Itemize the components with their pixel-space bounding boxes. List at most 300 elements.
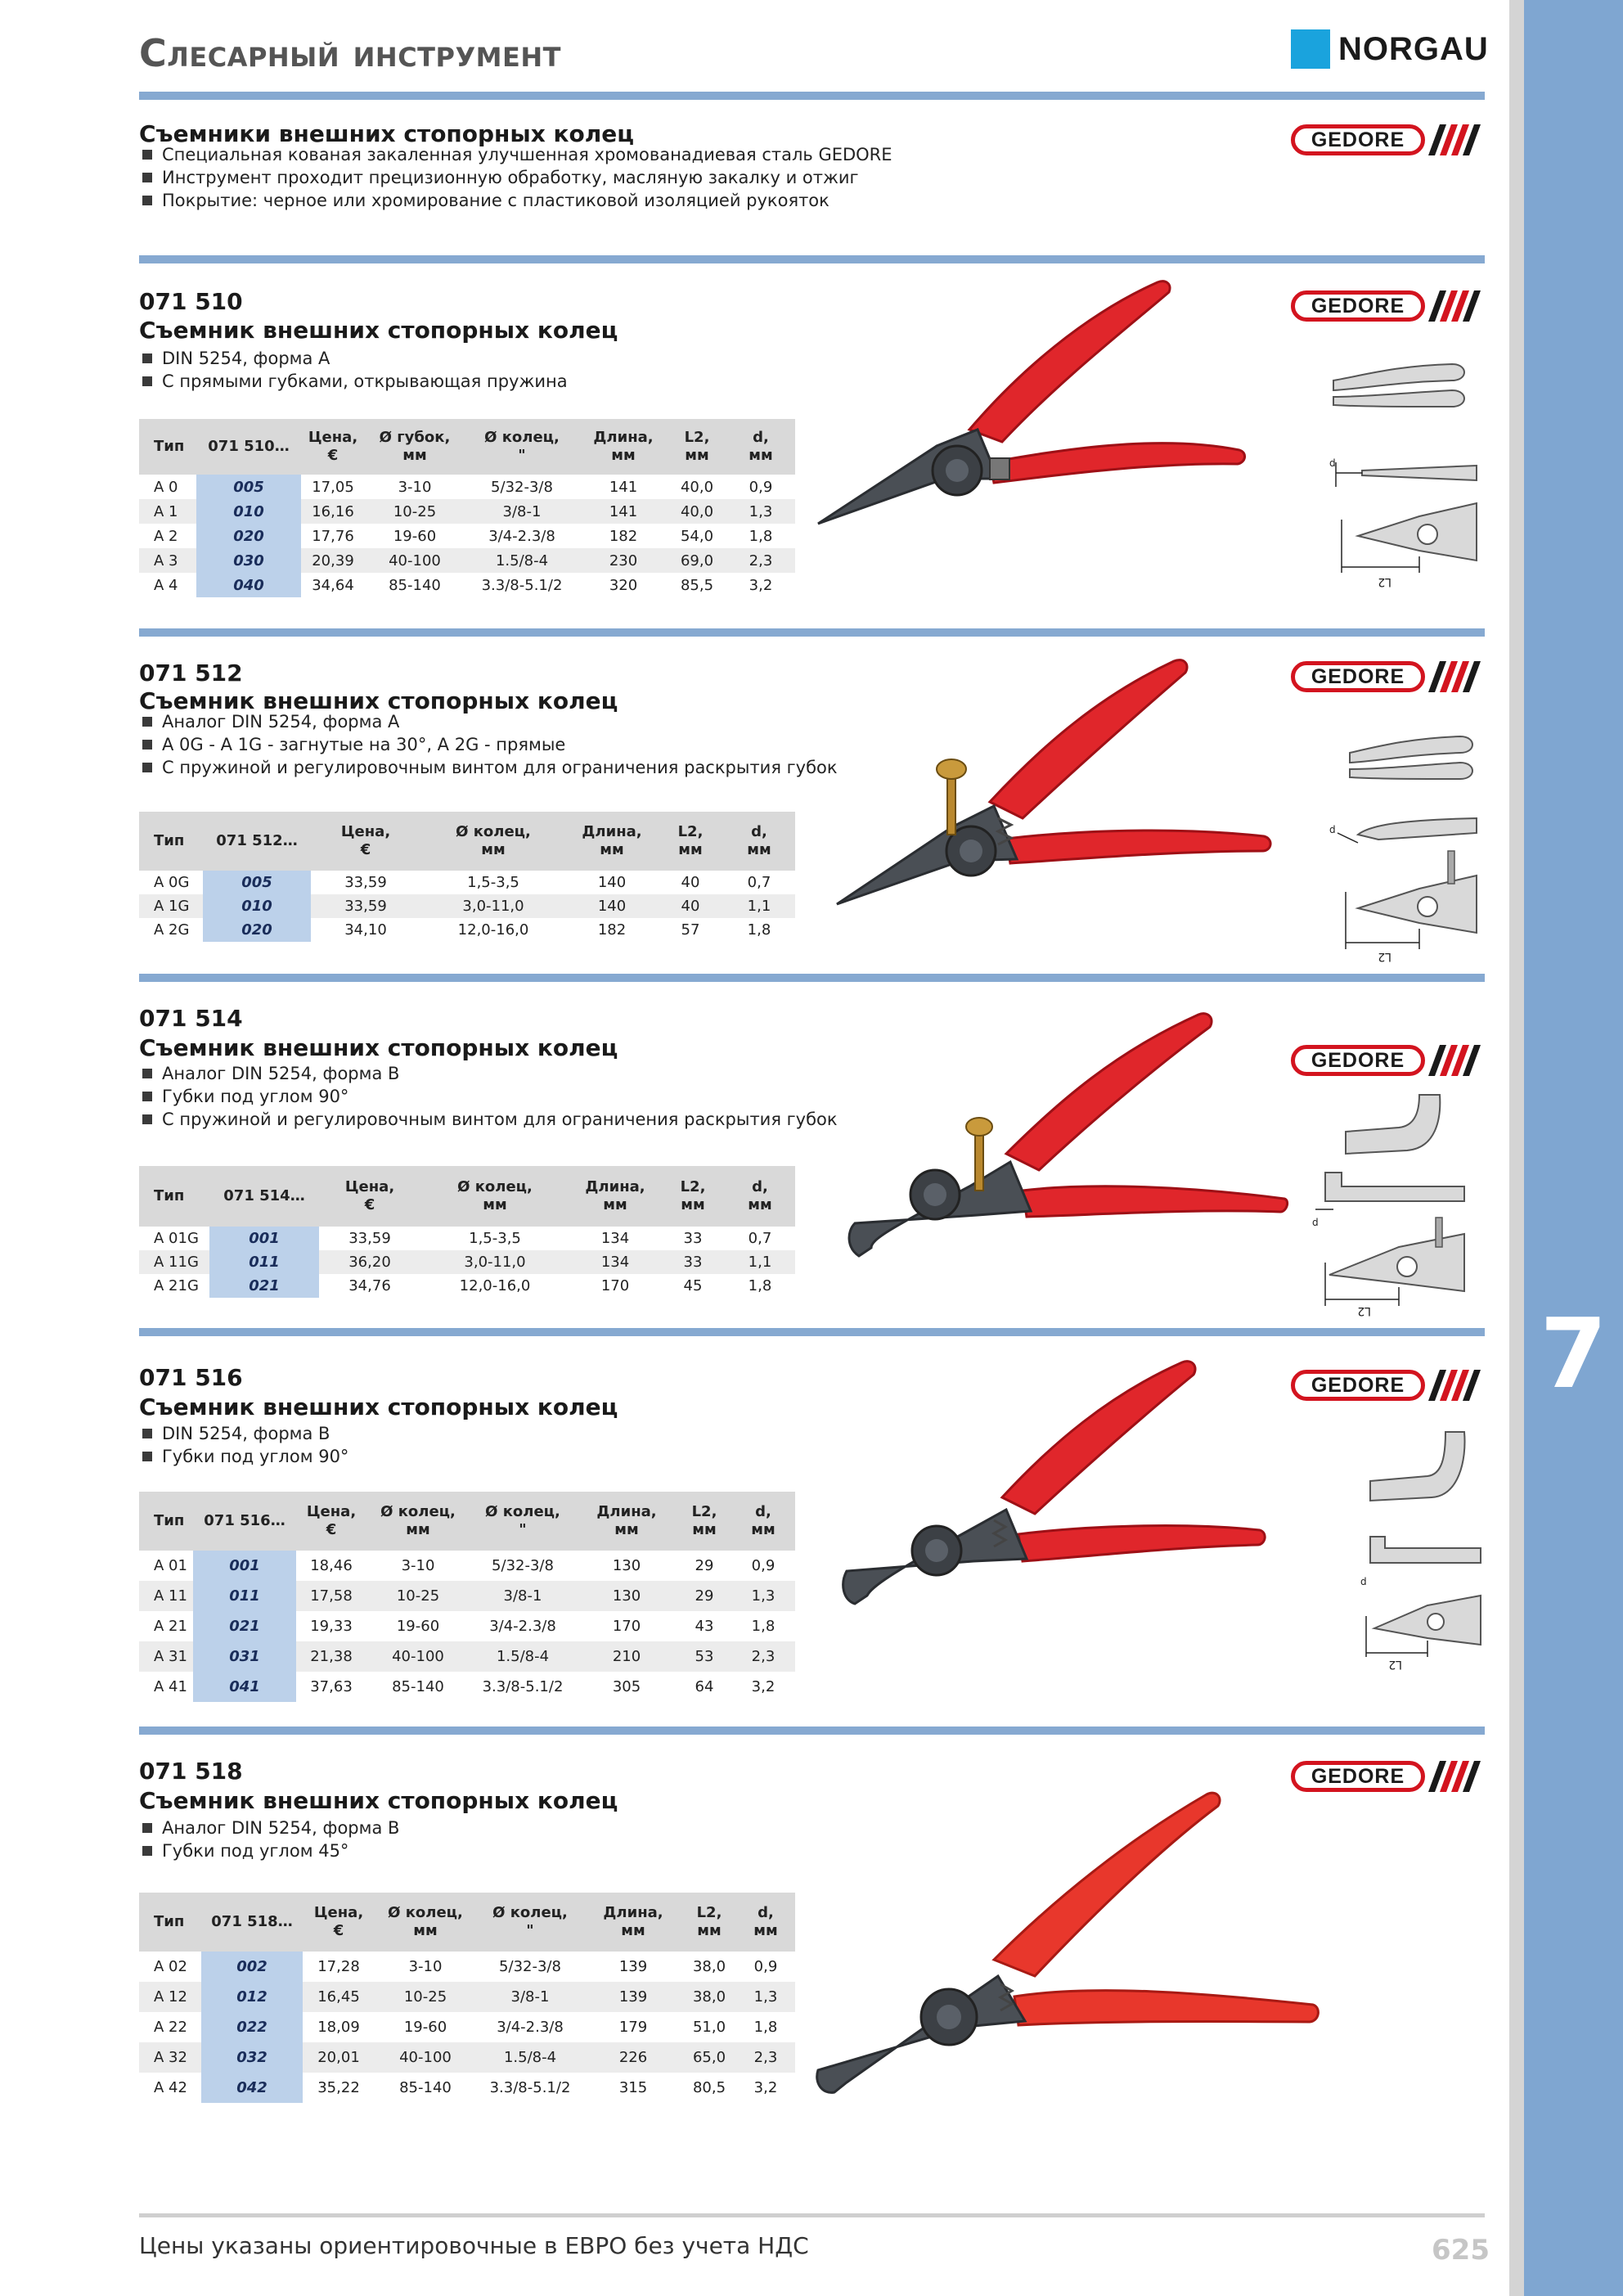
- section-rule: [139, 255, 1485, 263]
- gedore-stripes-icon: [1428, 661, 1482, 692]
- table-row: [139, 573, 795, 597]
- table-row: [139, 918, 795, 942]
- table-cell: 19-60: [403, 2019, 447, 2036]
- table-cell: 170: [600, 1277, 630, 1294]
- product-title: Съемник внешних стопорных колец: [139, 317, 618, 344]
- table-cell: 3/8-1: [476, 1982, 584, 2012]
- table-cell: 1,8: [748, 1277, 772, 1294]
- table-cell: А 01: [154, 1557, 187, 1574]
- table-cell: 40,0: [680, 478, 714, 496]
- bullet-item: Аналог DIN 5254, форма В: [141, 1817, 399, 1839]
- table-cell: 0,9: [753, 1958, 778, 1975]
- footer-rule: [139, 2213, 1485, 2217]
- table-cell: 33,59: [311, 894, 420, 918]
- table-row: [139, 2042, 795, 2073]
- table-cell: 1,3: [726, 499, 795, 524]
- order-code-cell: 040: [196, 573, 301, 597]
- gedore-stripes-icon: [1428, 290, 1482, 322]
- product-bullets: [141, 1817, 399, 1862]
- spec-table: [139, 1492, 795, 1702]
- table-header-cell: Цена, €: [296, 1492, 366, 1551]
- table-cell: 3/8-1: [470, 1581, 576, 1611]
- table-cell: 29: [677, 1581, 731, 1611]
- table-header-cell: d, мм: [736, 1893, 795, 1952]
- gedore-logo: [1291, 1370, 1483, 1401]
- bullet-item: Губки под углом 90°: [141, 1085, 838, 1108]
- norgau-logo: [1291, 28, 1489, 70]
- table-cell: 210: [576, 1641, 677, 1672]
- svg-text:L2: L2: [1378, 575, 1391, 588]
- section-rule: [139, 92, 1485, 100]
- table-cell: 40-100: [365, 548, 465, 573]
- table-header-cell: Ø колец, ": [465, 419, 579, 475]
- table-header-cell: Длина, мм: [584, 1893, 682, 1952]
- table-cell: 1.5/8-4: [470, 1641, 576, 1672]
- table-row: [139, 1952, 795, 1982]
- table-header-cell: Ø колец, мм: [366, 1492, 470, 1551]
- table-cell: 2,3: [726, 548, 795, 573]
- table-cell: 182: [609, 527, 638, 545]
- table-cell: 53: [677, 1641, 731, 1672]
- table-header-cell: Ø колец, ": [470, 1492, 576, 1551]
- gedore-stripes-icon: [1428, 1370, 1482, 1401]
- gedore-logo-text: GEDORE: [1311, 1048, 1405, 1072]
- table-cell: 19,33: [310, 1618, 353, 1635]
- table-row: [139, 1274, 795, 1298]
- table-cell: 20,01: [303, 2042, 375, 2073]
- table-cell: 34,64: [312, 576, 354, 594]
- table-cell: 3/8-1: [465, 499, 579, 524]
- table-cell: 5/32-3/8: [499, 1958, 561, 1975]
- table-cell: 0,7: [748, 1230, 772, 1247]
- order-code-cell: 031: [193, 1641, 296, 1672]
- plier-image: [814, 1788, 1321, 2115]
- table-cell: 130: [576, 1581, 677, 1611]
- table-row: [139, 2012, 795, 2042]
- table-cell: 36,20: [319, 1250, 420, 1274]
- product-bullets: [141, 710, 838, 779]
- order-code-cell: 001: [193, 1551, 296, 1581]
- table-cell: А 3: [139, 548, 196, 573]
- table-cell: 230: [579, 548, 668, 573]
- table-header-cell: Длина, мм: [576, 1492, 677, 1551]
- bullet-item: Покрытие: черное или хромирование с пластиковой изоляцией рукояток: [141, 189, 892, 212]
- table-cell: 21,38: [296, 1641, 366, 1672]
- table-cell: А 32: [139, 2042, 201, 2073]
- table-cell: 51,0: [692, 2019, 726, 2036]
- table-header-cell: Ø колец, мм: [420, 812, 566, 871]
- table-header-cell: Тип: [139, 1893, 201, 1952]
- svg-text:L2: L2: [1357, 1304, 1371, 1317]
- table-cell: А 0G: [154, 874, 190, 891]
- table-header-cell: Тип: [139, 1166, 209, 1227]
- table-cell: 3,0-11,0: [420, 1250, 569, 1274]
- table-cell: 140: [566, 894, 658, 918]
- table-cell: 57: [681, 921, 700, 939]
- table-header-cell: Ø колец, ": [476, 1893, 584, 1952]
- intro-title: Съемники внешних стопорных колец: [139, 120, 635, 147]
- table-cell: 85-140: [399, 2079, 452, 2096]
- order-code-cell: 020: [203, 918, 311, 942]
- table-header-cell: d, мм: [723, 812, 795, 871]
- order-code-cell: 011: [209, 1250, 319, 1274]
- table-row: [139, 1611, 795, 1641]
- table-header-cell: L2, мм: [677, 1492, 731, 1551]
- table-row: [139, 1641, 795, 1672]
- table-cell: 139: [584, 1982, 682, 2012]
- table-cell: 182: [597, 921, 627, 939]
- table-header-cell: Цена, €: [311, 812, 420, 871]
- table-cell: 10-25: [365, 499, 465, 524]
- table-cell: 226: [584, 2042, 682, 2073]
- table-header-cell: Тип: [139, 1492, 193, 1551]
- bullet-item: Инструмент проходит прецизионную обработку, масляную закалку и отжиг: [141, 166, 892, 189]
- product-title: Съемник внешних стопорных колец: [139, 1787, 618, 1814]
- product-code: 071 512: [139, 660, 243, 687]
- table-cell: 10-25: [375, 1982, 476, 2012]
- table-cell: А 22: [154, 2019, 187, 2036]
- table-row: [139, 548, 795, 573]
- section-rule: [139, 1328, 1485, 1336]
- product-code: 071 518: [139, 1758, 243, 1785]
- chapter-band: [1524, 0, 1623, 2296]
- product-title: Съемник внешних стопорных колец: [139, 1034, 618, 1061]
- table-cell: 140: [597, 874, 627, 891]
- table-cell: 1,3: [731, 1581, 795, 1611]
- table-cell: 85-140: [389, 576, 441, 594]
- table-cell: 85-140: [392, 1678, 444, 1695]
- table-header-cell: Ø колец, мм: [375, 1893, 476, 1952]
- table-cell: 141: [609, 478, 638, 496]
- norgau-logo-text: NORGAU: [1338, 30, 1489, 67]
- table-row: [139, 1672, 795, 1702]
- table-cell: 1,1: [725, 1250, 795, 1274]
- table-cell: А 4: [154, 576, 178, 594]
- norgau-square-icon: [1291, 29, 1330, 69]
- table-header-cell: L2, мм: [661, 1166, 725, 1227]
- table-row: [139, 871, 795, 894]
- table-header-cell: 071 514…: [209, 1166, 319, 1227]
- product-bullets: [141, 1062, 838, 1131]
- table-cell: 17,05: [312, 478, 354, 496]
- svg-text:L2: L2: [1388, 1658, 1402, 1671]
- gedore-logo-text: GEDORE: [1311, 1373, 1405, 1397]
- page-number: 625: [1432, 2234, 1490, 2267]
- bullet-item: Губки под углом 90°: [141, 1445, 348, 1468]
- table-header-cell: Тип: [139, 419, 196, 475]
- table-header-cell: Ø губок, мм: [365, 419, 465, 475]
- table-cell: 141: [579, 499, 668, 524]
- table-header-cell: 071 510…: [196, 419, 301, 475]
- table-header-cell: 071 516…: [193, 1492, 296, 1551]
- table-cell: 16,45: [303, 1982, 375, 2012]
- table-row: [139, 2073, 795, 2103]
- table-cell: 1.5/8-4: [476, 2042, 584, 2073]
- gedore-logo-text: GEDORE: [1311, 664, 1405, 688]
- order-code-cell: 005: [203, 871, 311, 894]
- table-cell: 3.3/8-5.1/2: [489, 2079, 571, 2096]
- svg-text:d: d: [1312, 1217, 1319, 1228]
- table-cell: 1,8: [751, 1618, 776, 1635]
- table-header-cell: d, мм: [731, 1492, 795, 1551]
- table-cell: 18,46: [310, 1557, 353, 1574]
- table-cell: 5/32-3/8: [492, 1557, 554, 1574]
- order-code-cell: 002: [201, 1952, 303, 1982]
- bullet-item: С пружиной и регулировочным винтом для ограничения раскрытия губок: [141, 756, 838, 779]
- bullet-item: Губки под углом 45°: [141, 1839, 399, 1862]
- order-code-cell: 021: [209, 1274, 319, 1298]
- product-bullets: [141, 347, 568, 393]
- table-cell: 40-100: [366, 1641, 470, 1672]
- bullet-item: Аналог DIN 5254, форма А: [141, 710, 838, 733]
- table-cell: 1,5-3,5: [469, 1230, 521, 1247]
- gedore-logo: [1291, 661, 1483, 692]
- table-cell: 0,9: [749, 478, 773, 496]
- table-header-cell: 071 512…: [203, 812, 311, 871]
- table-cell: 1,8: [753, 2019, 778, 2036]
- table-cell: 85,5: [680, 576, 714, 594]
- table-cell: 33,59: [344, 874, 387, 891]
- table-cell: А 41: [154, 1678, 187, 1695]
- table-cell: 33: [661, 1250, 725, 1274]
- order-code-cell: 032: [201, 2042, 303, 2073]
- table-cell: 17,28: [317, 1958, 360, 1975]
- table-cell: 3/4-2.3/8: [497, 2019, 564, 2036]
- bullet-item: С прямыми губками, открывающая пружина: [141, 370, 568, 393]
- table-cell: А 1: [139, 499, 196, 524]
- table-row: [139, 1227, 795, 1250]
- table-cell: А 2: [154, 527, 178, 545]
- table-cell: А 2G: [154, 921, 190, 939]
- jaw-diagram: [1354, 1424, 1485, 1671]
- table-cell: 3,2: [749, 576, 773, 594]
- table-cell: 10-25: [366, 1581, 470, 1611]
- table-cell: 1,5-3,5: [467, 874, 519, 891]
- plier-image: [830, 655, 1280, 925]
- table-row: [139, 894, 795, 918]
- table-cell: 170: [612, 1618, 641, 1635]
- table-row: [139, 1551, 795, 1581]
- table-cell: 320: [609, 576, 638, 594]
- table-cell: 139: [618, 1958, 648, 1975]
- table-cell: 19-60: [393, 527, 437, 545]
- table-cell: 1.5/8-4: [465, 548, 579, 573]
- table-cell: 1,8: [747, 921, 771, 939]
- chapter-number: 7: [1540, 1297, 1607, 1410]
- table-header-cell: L2, мм: [668, 419, 726, 475]
- table-cell: А 02: [154, 1958, 187, 1975]
- order-code-cell: 042: [201, 2073, 303, 2103]
- order-code-cell: 021: [193, 1611, 296, 1641]
- table-cell: 3,0-11,0: [420, 894, 566, 918]
- table-cell: 134: [600, 1230, 630, 1247]
- gedore-logo: [1291, 1045, 1483, 1076]
- table-header-cell: Цена, €: [303, 1893, 375, 1952]
- table-row: [139, 1250, 795, 1274]
- product-title: Съемник внешних стопорных колец: [139, 687, 618, 714]
- table-cell: 2,3: [731, 1641, 795, 1672]
- table-cell: 5/32-3/8: [491, 478, 553, 496]
- table-cell: 20,39: [301, 548, 365, 573]
- bullet-item: Аналог DIN 5254, форма В: [141, 1062, 838, 1085]
- table-header-cell: Цена, €: [319, 1166, 420, 1227]
- spec-table: [139, 1166, 795, 1298]
- table-header-cell: d, мм: [725, 1166, 795, 1227]
- table-cell: 130: [612, 1557, 641, 1574]
- table-cell: 35,22: [317, 2079, 360, 2096]
- gedore-logo-text: GEDORE: [1311, 294, 1405, 317]
- order-code-cell: 010: [203, 894, 311, 918]
- table-cell: А 0: [154, 478, 178, 496]
- table-cell: 40,0: [668, 499, 726, 524]
- table-cell: 29: [695, 1557, 714, 1574]
- table-cell: 0,9: [751, 1557, 776, 1574]
- table-cell: 34,76: [348, 1277, 391, 1294]
- gedore-stripes-icon: [1428, 1761, 1482, 1792]
- plier-image: [838, 1011, 1288, 1272]
- gedore-logo: [1291, 290, 1483, 322]
- table-cell: 43: [695, 1618, 714, 1635]
- table-cell: 12,0-16,0: [459, 1277, 531, 1294]
- jaw-diagram: [1329, 728, 1485, 966]
- table-cell: 17,58: [296, 1581, 366, 1611]
- table-cell: А 21: [154, 1618, 187, 1635]
- table-cell: 3,2: [753, 2079, 778, 2096]
- bullet-item: С пружиной и регулировочным винтом для ограничения раскрытия губок: [141, 1108, 838, 1131]
- table-cell: 315: [618, 2079, 648, 2096]
- plier-image: [814, 274, 1256, 536]
- section-rule: [139, 974, 1485, 982]
- bullet-item: Специальная кованая закаленная улучшенная хромованадиевая сталь GEDORE: [141, 143, 892, 166]
- table-cell: 37,63: [310, 1678, 353, 1695]
- table-cell: 34,10: [344, 921, 387, 939]
- table-cell: 3.3/8-5.1/2: [482, 1678, 564, 1695]
- table-header-cell: Ø колец, мм: [420, 1166, 569, 1227]
- table-cell: 40: [681, 874, 700, 891]
- order-code-cell: 022: [201, 2012, 303, 2042]
- side-strip: [1509, 0, 1524, 2296]
- table-cell: 65,0: [682, 2042, 736, 2073]
- section-rule: [139, 628, 1485, 637]
- order-code-cell: 030: [196, 548, 301, 573]
- order-code-cell: 041: [193, 1672, 296, 1702]
- gedore-logo-text: GEDORE: [1311, 128, 1405, 151]
- table-cell: 3,2: [751, 1678, 776, 1695]
- gedore-logo-text: GEDORE: [1311, 1764, 1405, 1788]
- gedore-logo: [1291, 124, 1483, 155]
- bullet-item: DIN 5254, форма А: [141, 347, 568, 370]
- table-cell: 80,5: [692, 2079, 726, 2096]
- section-rule: [139, 1727, 1485, 1735]
- spec-table: [139, 812, 795, 942]
- table-cell: 3/4-2.3/8: [489, 1618, 556, 1635]
- footer-note: Цены указаны ориентировочные в ЕВРО без учета НДС: [139, 2232, 809, 2259]
- table-cell: 40: [658, 894, 723, 918]
- table-cell: 33,59: [348, 1230, 391, 1247]
- page-title: Слесарный инструмент: [139, 31, 561, 75]
- table-cell: 179: [618, 2019, 648, 2036]
- table-cell: 54,0: [680, 527, 714, 545]
- product-code: 071 510: [139, 288, 243, 315]
- table-cell: 19-60: [396, 1618, 440, 1635]
- table-cell: А 1G: [139, 894, 203, 918]
- table-cell: А 31: [139, 1641, 193, 1672]
- table-cell: 3-10: [408, 1958, 443, 1975]
- table-cell: А 42: [154, 2079, 187, 2096]
- svg-text:d: d: [1360, 1576, 1367, 1587]
- table-row: [139, 499, 795, 524]
- table-cell: 3/4-2.3/8: [488, 527, 555, 545]
- table-row: [139, 1982, 795, 2012]
- table-cell: 17,76: [312, 527, 354, 545]
- svg-text:d: d: [1329, 824, 1336, 835]
- table-cell: 45: [683, 1277, 703, 1294]
- table-cell: 305: [612, 1678, 641, 1695]
- table-cell: А 21G: [154, 1277, 199, 1294]
- table-cell: 134: [569, 1250, 661, 1274]
- table-cell: 12,0-16,0: [457, 921, 529, 939]
- spec-table: [139, 419, 795, 597]
- order-code-cell: 012: [201, 1982, 303, 2012]
- jaw-diagram: [1329, 356, 1485, 593]
- table-cell: 69,0: [668, 548, 726, 573]
- table-header-cell: Цена, €: [301, 419, 365, 475]
- table-cell: 1,1: [723, 894, 795, 918]
- table-header-cell: L2, мм: [682, 1893, 736, 1952]
- table-cell: А 11G: [139, 1250, 209, 1274]
- table-header-cell: Длина, мм: [579, 419, 668, 475]
- table-cell: 18,09: [317, 2019, 360, 2036]
- table-cell: 3-10: [401, 1557, 435, 1574]
- table-cell: А 01G: [154, 1230, 199, 1247]
- table-header-cell: Длина, мм: [566, 812, 658, 871]
- svg-text:L2: L2: [1378, 950, 1391, 963]
- table-cell: А 11: [139, 1581, 193, 1611]
- order-code-cell: 001: [209, 1227, 319, 1250]
- table-cell: 1,8: [749, 527, 773, 545]
- table-header-cell: L2, мм: [658, 812, 723, 871]
- spec-table: [139, 1893, 795, 2103]
- product-code: 071 516: [139, 1364, 243, 1391]
- table-cell: 2,3: [736, 2042, 795, 2073]
- table-cell: 16,16: [301, 499, 365, 524]
- table-header-cell: d, мм: [726, 419, 795, 475]
- gedore-stripes-icon: [1428, 124, 1482, 155]
- table-cell: 3-10: [398, 478, 432, 496]
- table-header-cell: 071 518…: [201, 1893, 303, 1952]
- intro-bullets: [141, 143, 892, 212]
- table-row: [139, 1581, 795, 1611]
- table-row: [139, 524, 795, 548]
- order-code-cell: 011: [193, 1581, 296, 1611]
- table-cell: 33: [683, 1230, 703, 1247]
- table-cell: 38,0: [692, 1958, 726, 1975]
- product-bullets: [141, 1422, 348, 1468]
- table-header-cell: Тип: [139, 812, 203, 871]
- table-cell: 40-100: [375, 2042, 476, 2073]
- bullet-item: DIN 5254, форма В: [141, 1422, 348, 1445]
- table-header-cell: Длина, мм: [569, 1166, 661, 1227]
- plier-image: [838, 1358, 1280, 1620]
- table-row: [139, 475, 795, 499]
- gedore-stripes-icon: [1428, 1045, 1482, 1076]
- order-code-cell: 020: [196, 524, 301, 548]
- table-cell: 64: [695, 1678, 714, 1695]
- table-cell: А 12: [139, 1982, 201, 2012]
- product-title: Съемник внешних стопорных колец: [139, 1393, 618, 1420]
- svg-text:d: d: [1329, 457, 1336, 469]
- table-cell: 0,7: [747, 874, 771, 891]
